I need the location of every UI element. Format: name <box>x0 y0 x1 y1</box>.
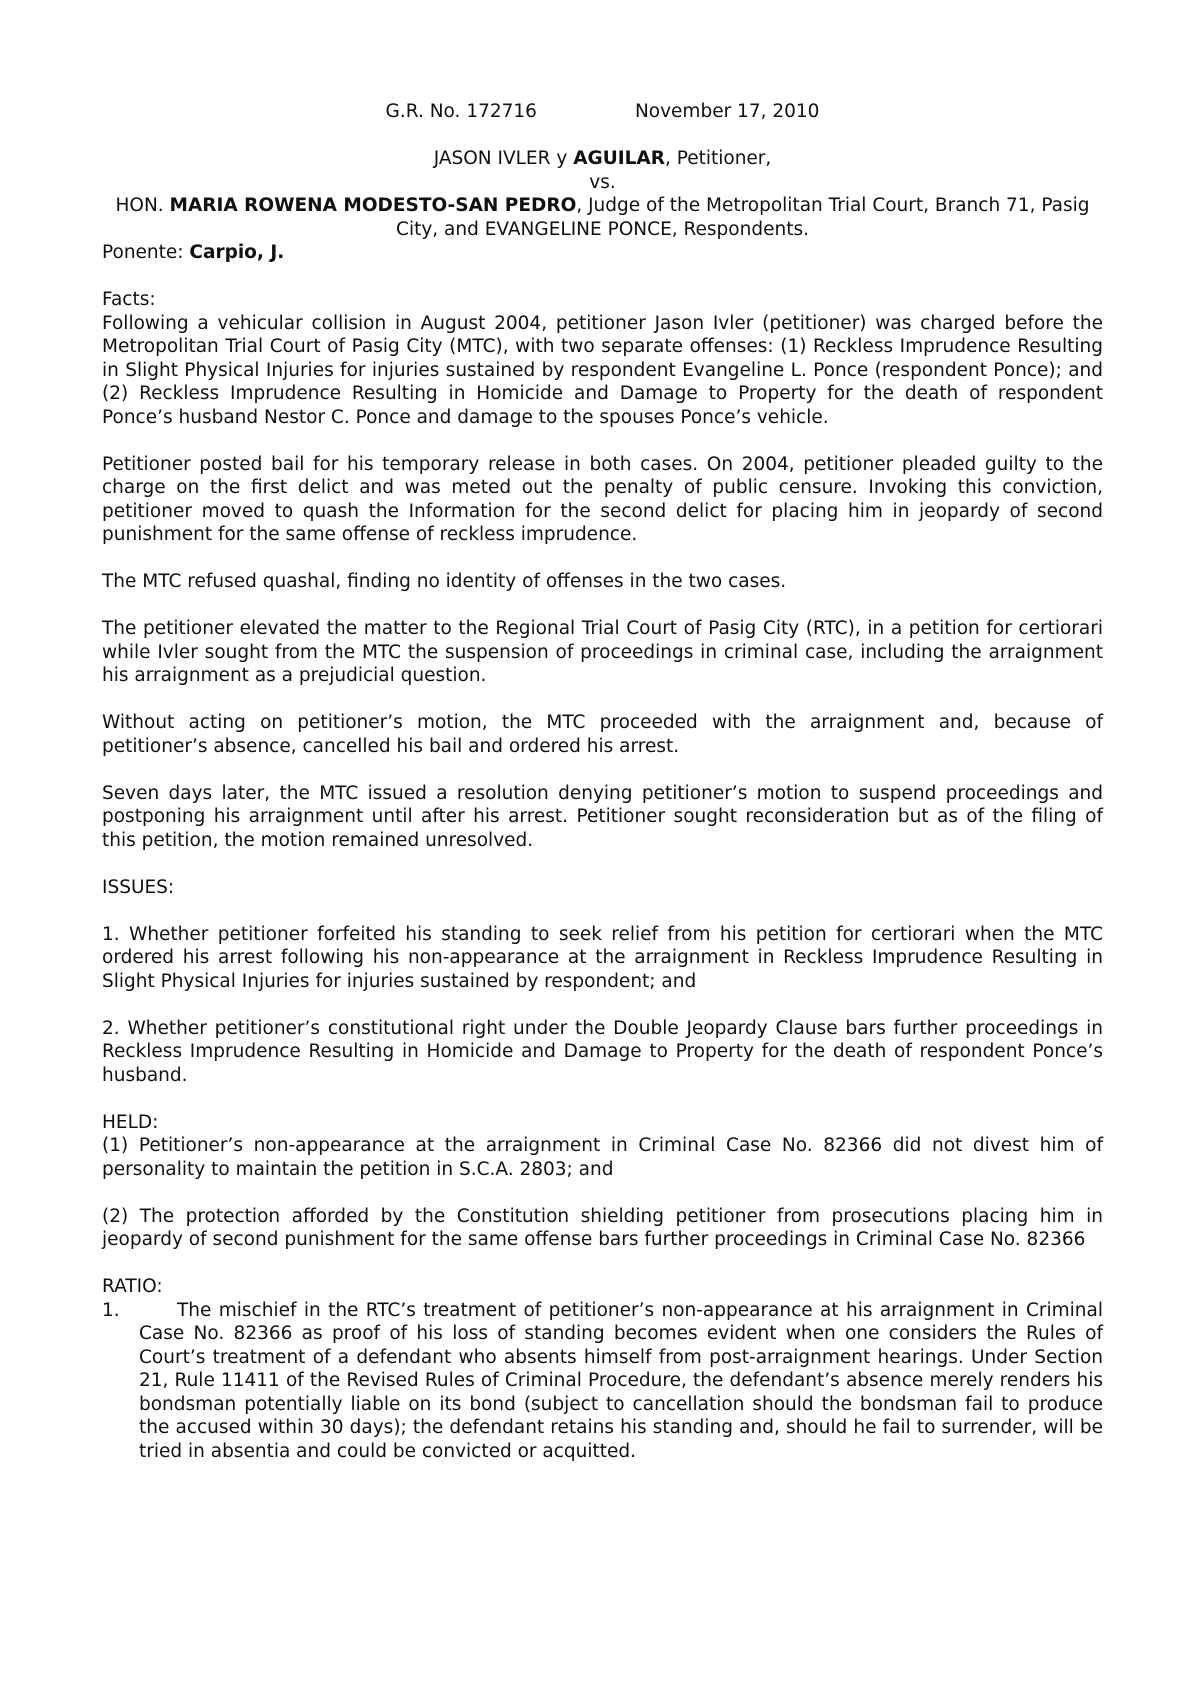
facts-paragraph: Seven days later, the MTC issued a resolution denying petitioner’s motion to suspend proceedings and postponing his arraignment until after his arrest. Petitioner sought reconsideration but as of the filing of this petition, the motion remained unresolved. <box>102 782 1103 851</box>
facts-paragraph: Without acting on petitioner’s motion, the MTC proceeded with the arraignment and, because of petitioner’s absence, cancelled his bail and ordered his arrest. <box>102 712 1103 757</box>
issue-item: 1. Whether petitioner forfeited his standing to seek relief from his petition for certiorari when the MTC ordered his arrest following his non-appearance at the arraignment in Reckless Imprudence Resulting in Slight Physical Injuries for injuries sustained by respondent; and <box>102 923 1103 992</box>
ratio-item-text: The mischief in the RTC’s treatment of petitioner’s non-appearance at his arraignment in Criminal Case No. 82366 as proof of his loss of standing becomes evident when one considers the Rules of Court’s treatment of a defendant who absents himself from post-arraignment hearings. Under Section 21, Rule 11411 of the Revised Rules of Criminal Procedure, the defendant’s absence merely renders his bondsman potentially liable on its bond (subject to cancellation should the bondsman fail to produce the accused within 30 days); the defendant retains his standing and, should he fail to surrender, will be tried in absentia and could be convicted or acquitted. <box>139 1299 1103 1462</box>
held-item: (1) Petitioner’s non-appearance at the arraignment in Criminal Case No. 82366 did not divest him of personality to maintain the petition in S.C.A. 2803; and <box>102 1135 1103 1180</box>
respondent-line: HON. MARIA ROWENA MODESTO-SAN PEDRO, Judge of the Metropolitan Trial Court, Branch 71, Pasig City, and EVANGELINE PONCE, Respondents. <box>115 195 1090 240</box>
issue-item: 2. Whether petitioner’s constitutional right under the Double Jeopardy Clause bars further proceedings in Reckless Imprudence Resulting in Homicide and Damage to Property for the death of respondent Ponce’s husband. <box>102 1017 1103 1086</box>
facts-paragraph: The petitioner elevated the matter to the Regional Trial Court of Pasig City (RTC), in a petition for certiorari while Ivler sought from the MTC the suspension of proceedings in criminal case, including the arraignment his arraignment as a prejudicial question. <box>102 618 1103 686</box>
versus-line: vs. <box>589 171 616 193</box>
ratio-item <box>102 1299 1103 1464</box>
petitioner-line: JASON IVLER y AGUILAR, Petitioner, <box>433 148 772 169</box>
facts-paragraph: Petitioner posted bail for his temporary release in both cases. On 2004, petitioner pleaded guilty to the charge on the first delict and was meted out the penalty of public censure. Invoking this conviction, petitioner moved to quash the Information for the second delict for placing him in jeopardy of second punishment for the same offense of reckless imprudence. <box>102 453 1103 545</box>
ratio-heading: RATIO: <box>102 1276 163 1297</box>
gr-number: G.R. No. 172716 <box>385 101 537 122</box>
issues-heading: ISSUES: <box>102 876 175 898</box>
facts-paragraph: The MTC refused quashal, finding no identity of offenses in the two cases. <box>102 571 787 592</box>
decision-date: November 17, 2010 <box>634 101 820 122</box>
facts-heading: Facts: <box>102 289 156 310</box>
ratio-item-number: 1. <box>102 1299 120 1321</box>
petitioner-surname: AGUILAR <box>573 148 665 169</box>
document-page <box>102 100 1103 1463</box>
held-heading: HELD: <box>102 1111 159 1133</box>
ponente-name: Carpio, J. <box>189 242 285 263</box>
facts-paragraph: Following a vehicular collision in August 2004, petitioner Jason Ivler (petitioner) was charged before the Metropolitan Trial Court of Pasig City (MTC), with two separate offenses: (1) Reckless Imprudence Resulting in Slight Physical Injuries for injuries sustained by respondent Evangeline L. Ponce (respondent Ponce); and (2) Reckless Imprudence Resulting in Homicide and Damage to Property for the death of respondent Ponce’s husband Nestor C. Ponce and damage to the spouses Ponce’s vehicle. <box>102 312 1103 428</box>
respondent-judge-name: MARIA ROWENA MODESTO-SAN PEDRO <box>169 195 577 216</box>
ponente-line: Ponente: Carpio, J. <box>102 242 285 263</box>
held-item: (2) The protection afforded by the Constitution shielding petitioner from prosecutions placing him in jeopardy of second punishment for the same offense bars further proceedings in Criminal Case No. 82366 <box>102 1205 1103 1250</box>
case-header-line <box>102 100 1103 124</box>
